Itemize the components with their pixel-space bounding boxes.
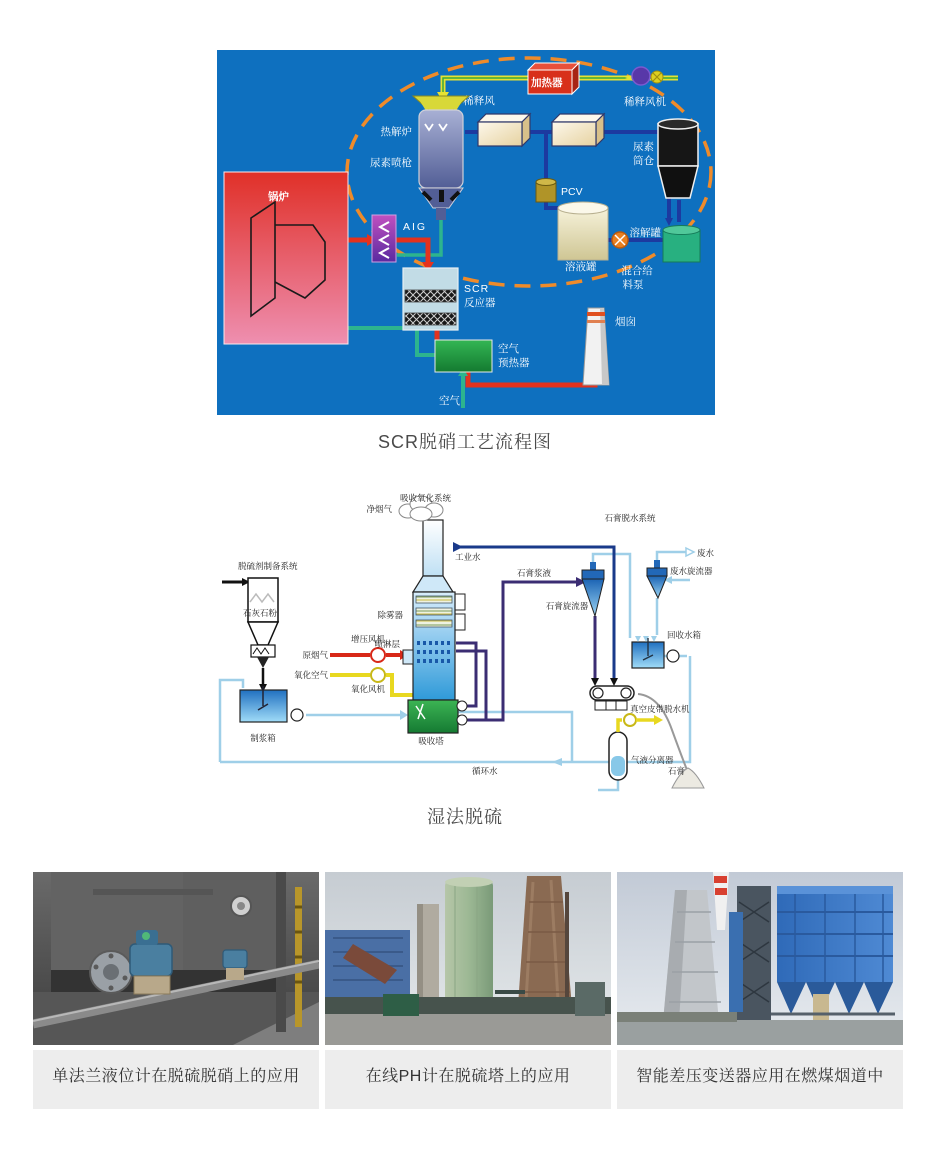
photo-ph-meter-tower-image bbox=[325, 872, 611, 1045]
gypsum-label: 石膏 bbox=[668, 766, 686, 776]
urea-silo bbox=[658, 119, 698, 198]
photo-dp-transmitter-duct bbox=[617, 872, 903, 1045]
air-preheater bbox=[435, 340, 492, 372]
scr-diagram-svg bbox=[217, 50, 715, 415]
oxidation-fan-label: 氧化风机 bbox=[350, 684, 386, 694]
photo-level-transmitter bbox=[33, 872, 319, 1045]
mixing-feed-pump bbox=[612, 232, 628, 248]
solution-tank bbox=[558, 202, 608, 260]
spray-layer-label: 喷淋层 bbox=[374, 639, 400, 649]
scr-reactor bbox=[403, 268, 458, 330]
recovery-water-tank-label: 回收水箱 bbox=[667, 630, 702, 640]
demister-label: 除雾器 bbox=[377, 610, 403, 620]
gas-liquid-separator bbox=[609, 714, 663, 780]
heater bbox=[528, 63, 579, 94]
recovery-water-tank bbox=[632, 636, 679, 668]
wet-fgd-svg bbox=[210, 490, 720, 800]
metering-box-1 bbox=[478, 114, 530, 146]
boiler-label: 锅炉 bbox=[268, 191, 289, 203]
limestone-silo bbox=[222, 578, 278, 692]
pyrolysis-furnace-label: 热解炉 bbox=[380, 126, 412, 138]
gypsum-dewatering-system-label: 石膏脱水系统 bbox=[604, 513, 656, 523]
air-preheater-label-2: 预热器 bbox=[498, 357, 530, 369]
metering-box-2 bbox=[552, 114, 604, 146]
photo-ph-meter-tower bbox=[325, 872, 611, 1045]
air-label: 空气 bbox=[439, 395, 460, 407]
desulfurizer-prep-system-label: 脱硫剂制备系统 bbox=[238, 561, 298, 571]
flow-arrow bbox=[552, 758, 562, 766]
limestone-powder-label: 石灰石粉 bbox=[242, 608, 278, 618]
solution-tank-label: 溶液罐 bbox=[565, 261, 597, 273]
wet-fgd-caption: 湿法脱硫 bbox=[427, 807, 503, 827]
urea-silo-label-1: 尿素 bbox=[633, 141, 654, 153]
gypsum-cyclone-label: 石膏旋流器 bbox=[545, 601, 589, 611]
flow-arrow bbox=[591, 678, 599, 686]
heater-label: 加热器 bbox=[531, 77, 563, 89]
photo-dp-transmitter-image bbox=[617, 872, 903, 1045]
raw-flue-gas-label: 原烟气 bbox=[302, 650, 328, 660]
gas-liquid-separator-label: 气液分离器 bbox=[631, 755, 674, 765]
chimney bbox=[583, 308, 609, 385]
slurry-tank-label: 制浆箱 bbox=[250, 733, 276, 743]
photo-level-transmitter-image bbox=[33, 872, 319, 1045]
clean-flue-gas-label: 净烟气 bbox=[366, 504, 392, 514]
circulating-water-label: 循环水 bbox=[472, 766, 498, 776]
scr-diagram-caption: SCR脱硝工艺流程图 bbox=[377, 432, 552, 452]
gypsum-slurry-label: 石膏浆液 bbox=[516, 568, 552, 578]
wastewater-label: 废水 bbox=[697, 548, 715, 558]
photo-dp-transmitter-caption: 智能差压变送器应用在燃煤烟道中 bbox=[617, 1050, 903, 1109]
scr-process-diagram bbox=[217, 50, 715, 415]
mixing-pump-label-2: 料泵 bbox=[622, 279, 644, 291]
mixing-pump-label-1: 混合给 bbox=[621, 265, 653, 277]
boiler bbox=[224, 172, 348, 344]
oxidation-air-label: 氧化空气 bbox=[293, 670, 328, 680]
industrial-water-label: 工业水 bbox=[455, 552, 481, 562]
air-preheater-label-1: 空气 bbox=[498, 343, 519, 355]
urea-spray-gun-label: 尿素喷枪 bbox=[370, 157, 412, 169]
aig-injection-grid bbox=[372, 215, 396, 262]
photo-ph-meter-caption: 在线PH计在脱硫塔上的应用 bbox=[325, 1050, 611, 1109]
chimney-label: 烟囱 bbox=[615, 316, 636, 328]
slurry-tank bbox=[240, 686, 303, 722]
pcv-label: PCV bbox=[561, 186, 583, 198]
scr-reactor-label-2: 反应器 bbox=[464, 297, 496, 309]
flow-arrow bbox=[400, 710, 408, 720]
wastewater-line bbox=[657, 548, 694, 560]
vacuum-belt-dehydrator bbox=[590, 686, 634, 710]
dissolving-tank-label: 溶解罐 bbox=[629, 227, 661, 239]
booster-fan-label: 增压风机 bbox=[350, 634, 386, 644]
vacuum-belt-dehydrator-label: 真空皮带脱水机 bbox=[630, 704, 690, 714]
dilution-fan-label: 稀释风机 bbox=[624, 96, 666, 108]
absorption-tower-label: 吸收塔 bbox=[418, 736, 444, 746]
aig-label: AIG bbox=[403, 221, 428, 233]
scr-reactor-label-1: SCR bbox=[464, 283, 490, 295]
wet-fgd-diagram bbox=[210, 490, 720, 800]
absorption-oxidation-system-label: 吸收氧化系统 bbox=[400, 493, 452, 503]
wastewater-cyclone bbox=[647, 560, 667, 598]
raw-flue-gas-line bbox=[330, 648, 408, 662]
dilution-air-label: 稀释风 bbox=[463, 95, 495, 107]
wastewater-cyclone-label: 废水旋流器 bbox=[670, 566, 713, 576]
photo-level-transmitter-caption: 单法兰液位计在脱硫脱硝上的应用 bbox=[33, 1050, 319, 1109]
urea-silo-label-2: 筒仓 bbox=[633, 155, 654, 167]
pcv-valve bbox=[536, 179, 556, 203]
dissolving-tank bbox=[663, 226, 700, 263]
